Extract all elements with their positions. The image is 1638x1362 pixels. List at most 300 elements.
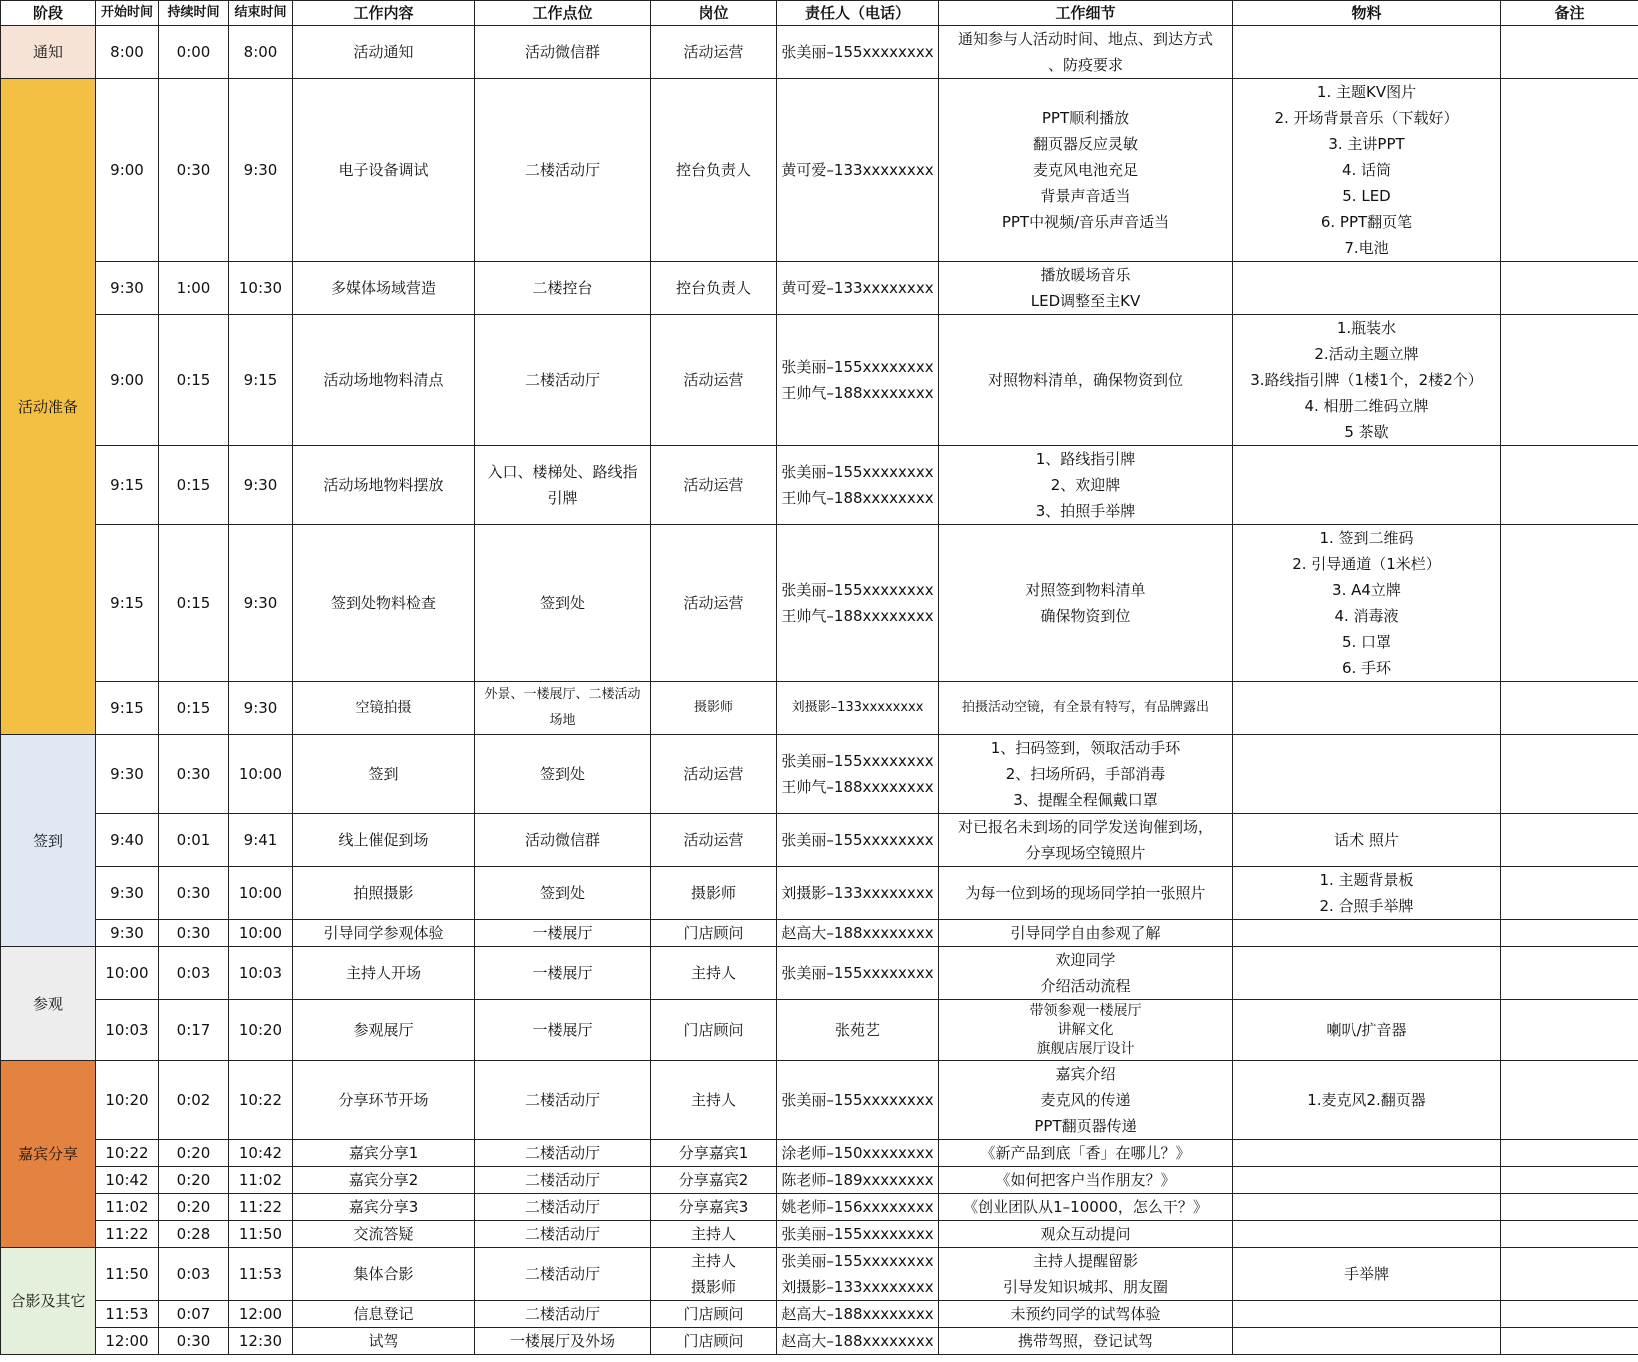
role-cell xyxy=(651,1248,777,1301)
location-cell xyxy=(475,525,651,682)
person-cell xyxy=(777,920,939,947)
material-cell xyxy=(1233,1328,1501,1355)
duration-cell: 0:15 xyxy=(159,682,229,735)
detail-cell-line: 麦克风的传递 xyxy=(1040,1091,1131,1109)
stage-cell: 活动准备 xyxy=(1,79,96,735)
detail-cell-line: 未预约同学的试驾体验 xyxy=(1010,1305,1161,1323)
note-cell xyxy=(1501,262,1638,315)
role-cell-line: 分享嘉宾3 xyxy=(678,1198,749,1216)
material-cell-line: 4. 相册二维码立牌 xyxy=(1304,397,1429,415)
detail-cell-line: 带领参观一楼展厅 xyxy=(1029,1002,1142,1019)
duration-cell: 1:00 xyxy=(159,262,229,315)
end-time-cell: 8:00 xyxy=(229,26,293,79)
detail-cell-line: 携带驾照，登记试驾 xyxy=(1017,1332,1153,1350)
material-cell xyxy=(1233,262,1501,315)
location-cell-line: 场地 xyxy=(549,713,576,728)
role-cell-line: 活动运营 xyxy=(683,594,744,612)
duration-cell: 0:15 xyxy=(159,446,229,525)
duration-cell: 0:07 xyxy=(159,1301,229,1328)
person-cell-line: 刘摄影–133xxxxxxxx xyxy=(791,700,924,715)
detail-cell-line: 、防疫要求 xyxy=(1047,56,1123,74)
material-cell xyxy=(1233,1248,1501,1301)
detail-cell-line: 播放暖场音乐 xyxy=(1040,266,1131,284)
header-note: 备注 xyxy=(1501,1,1638,26)
role-cell xyxy=(651,1301,777,1328)
note-cell xyxy=(1501,867,1638,920)
location-cell xyxy=(475,446,651,525)
end-time-cell: 11:50 xyxy=(229,1221,293,1248)
table-row xyxy=(1,1194,1638,1221)
detail-cell-line: 讲解文化 xyxy=(1057,1021,1114,1038)
table-row xyxy=(1,1140,1638,1167)
detail-cell-line: 翻页器反应灵敏 xyxy=(1032,135,1138,153)
person-cell-line: 陈老师–189xxxxxxxx xyxy=(781,1171,934,1189)
detail-cell xyxy=(939,1000,1233,1061)
table-row xyxy=(1,1301,1638,1328)
role-cell xyxy=(651,1140,777,1167)
table-row xyxy=(1,1221,1638,1248)
role-cell xyxy=(651,79,777,262)
location-cell-line: 二楼活动厅 xyxy=(524,371,600,389)
duration-cell: 0:17 xyxy=(159,1000,229,1061)
location-cell-line: 签到处 xyxy=(539,884,585,902)
material-cell-line: 5. LED xyxy=(1342,187,1391,205)
note-cell xyxy=(1501,525,1638,682)
task-cell: 签到处物料检查 xyxy=(293,525,475,682)
table-row xyxy=(1,525,1638,682)
person-cell xyxy=(777,682,939,735)
person-cell-line: 张美丽–155xxxxxxxx xyxy=(781,1252,934,1270)
material-cell-line: 3. 主讲PPT xyxy=(1328,135,1405,153)
role-cell xyxy=(651,262,777,315)
material-cell xyxy=(1233,920,1501,947)
note-cell xyxy=(1501,315,1638,446)
material-cell-line: 5 茶歇 xyxy=(1344,423,1389,441)
task-cell: 引导同学参观体验 xyxy=(293,920,475,947)
person-cell-line: 涂老师–150xxxxxxxx xyxy=(781,1144,934,1162)
task-cell: 嘉宾分享3 xyxy=(293,1194,475,1221)
role-cell xyxy=(651,814,777,867)
duration-cell: 0:30 xyxy=(159,867,229,920)
duration-cell: 0:30 xyxy=(159,735,229,814)
table-row xyxy=(1,920,1638,947)
role-cell-line: 活动运营 xyxy=(683,831,744,849)
table-row xyxy=(1,315,1638,446)
material-cell xyxy=(1233,1194,1501,1221)
start-time-cell: 9:30 xyxy=(96,867,159,920)
role-cell xyxy=(651,525,777,682)
material-cell xyxy=(1233,814,1501,867)
detail-cell xyxy=(939,682,1233,735)
role-cell xyxy=(651,1221,777,1248)
duration-cell: 0:20 xyxy=(159,1194,229,1221)
detail-cell-line: 麦克风电池充足 xyxy=(1032,161,1138,179)
person-cell-line: 张美丽–155xxxxxxxx xyxy=(781,43,934,61)
role-cell-line: 主持人 xyxy=(690,964,736,982)
role-cell xyxy=(651,920,777,947)
start-time-cell: 9:30 xyxy=(96,262,159,315)
location-cell xyxy=(475,1221,651,1248)
detail-cell-line: 引导同学自由参观了解 xyxy=(1010,924,1161,942)
person-cell-line: 赵高大–188xxxxxxxx xyxy=(781,1305,934,1323)
person-cell-line: 王帅气–188xxxxxxxx xyxy=(781,489,934,507)
role-cell-line: 主持人 xyxy=(690,1252,736,1270)
material-cell xyxy=(1233,947,1501,1000)
note-cell xyxy=(1501,79,1638,262)
duration-cell: 0:30 xyxy=(159,1328,229,1355)
header-task: 工作内容 xyxy=(293,1,475,26)
detail-cell xyxy=(939,1301,1233,1328)
header-row xyxy=(1,1,1638,26)
material-cell-line: 1. 主题KV图片 xyxy=(1316,83,1417,101)
material-cell xyxy=(1233,1140,1501,1167)
role-cell xyxy=(651,947,777,1000)
role-cell-line: 门店顾问 xyxy=(683,1332,744,1350)
person-cell-line: 王帅气–188xxxxxxxx xyxy=(781,384,934,402)
duration-cell: 0:02 xyxy=(159,1061,229,1140)
detail-cell-line: 1、路线指引牌 xyxy=(1035,450,1136,468)
end-time-cell: 10:00 xyxy=(229,867,293,920)
person-cell xyxy=(777,1328,939,1355)
detail-cell-line: 2、扫场所码，手部消毒 xyxy=(1005,765,1166,783)
detail-cell-line: 引导发知识城邦、朋友圈 xyxy=(1002,1278,1168,1296)
task-cell: 活动场地物料清点 xyxy=(293,315,475,446)
person-cell xyxy=(777,79,939,262)
note-cell xyxy=(1501,947,1638,1000)
person-cell xyxy=(777,1221,939,1248)
material-cell xyxy=(1233,867,1501,920)
detail-cell-line: 对照签到物料清单 xyxy=(1025,581,1146,599)
task-cell: 嘉宾分享1 xyxy=(293,1140,475,1167)
material-cell-line: 1. 主题背景板 xyxy=(1319,871,1414,889)
schedule-body xyxy=(1,26,1638,1355)
person-cell-line: 王帅气–188xxxxxxxx xyxy=(781,607,934,625)
location-cell xyxy=(475,1000,651,1061)
person-cell xyxy=(777,867,939,920)
note-cell xyxy=(1501,920,1638,947)
stage-cell: 通知 xyxy=(1,26,96,79)
detail-cell xyxy=(939,26,1233,79)
duration-cell: 0:01 xyxy=(159,814,229,867)
person-cell-line: 刘摄影–133xxxxxxxx xyxy=(781,884,934,902)
detail-cell-line: 对照物料清单，确保物资到位 xyxy=(987,371,1183,389)
location-cell xyxy=(475,682,651,735)
detail-cell-line: PPT翻页器传递 xyxy=(1034,1117,1137,1135)
detail-cell-line: 2、欢迎牌 xyxy=(1050,476,1121,494)
duration-cell: 0:30 xyxy=(159,79,229,262)
start-time-cell: 10:42 xyxy=(96,1167,159,1194)
start-time-cell: 12:00 xyxy=(96,1328,159,1355)
task-cell: 空镜拍摄 xyxy=(293,682,475,735)
duration-cell: 0:03 xyxy=(159,947,229,1000)
location-cell-line: 二楼活动厅 xyxy=(524,1305,600,1323)
end-time-cell: 10:03 xyxy=(229,947,293,1000)
material-cell-line: 喇叭/扩音器 xyxy=(1326,1021,1407,1039)
header-detail: 工作细节 xyxy=(939,1,1233,26)
detail-cell xyxy=(939,735,1233,814)
detail-cell xyxy=(939,79,1233,262)
start-time-cell: 8:00 xyxy=(96,26,159,79)
note-cell xyxy=(1501,1328,1638,1355)
table-row xyxy=(1,814,1638,867)
detail-cell-line: 3、拍照手举牌 xyxy=(1035,502,1136,520)
task-cell: 嘉宾分享2 xyxy=(293,1167,475,1194)
detail-cell-line: PPT中视频/音乐声音适当 xyxy=(1001,213,1170,231)
material-cell xyxy=(1233,446,1501,525)
task-cell: 签到 xyxy=(293,735,475,814)
start-time-cell: 10:22 xyxy=(96,1140,159,1167)
location-cell-line: 一楼展厅 xyxy=(532,964,593,982)
person-cell-line: 张美丽–155xxxxxxxx xyxy=(781,581,934,599)
table-row xyxy=(1,1000,1638,1061)
detail-cell xyxy=(939,1248,1233,1301)
detail-cell xyxy=(939,315,1233,446)
end-time-cell: 12:30 xyxy=(229,1328,293,1355)
role-cell xyxy=(651,682,777,735)
role-cell xyxy=(651,26,777,79)
location-cell xyxy=(475,947,651,1000)
detail-cell-line: PPT顺利播放 xyxy=(1041,109,1130,127)
person-cell xyxy=(777,26,939,79)
location-cell xyxy=(475,814,651,867)
end-time-cell: 9:30 xyxy=(229,525,293,682)
detail-cell-line: 拍摄活动空镜，有全景有特写，有品牌露出 xyxy=(961,700,1209,715)
table-row xyxy=(1,735,1638,814)
person-cell xyxy=(777,1140,939,1167)
person-cell xyxy=(777,1061,939,1140)
location-cell-line: 签到处 xyxy=(539,594,585,612)
material-cell-line: 2. 合照手举牌 xyxy=(1319,897,1414,915)
person-cell-line: 张美丽–155xxxxxxxx xyxy=(781,752,934,770)
location-cell xyxy=(475,1248,651,1301)
table-row xyxy=(1,1061,1638,1140)
location-cell xyxy=(475,1061,651,1140)
role-cell-line: 摄影师 xyxy=(690,1278,736,1296)
detail-cell-line: 《如何把客户当作朋友？》 xyxy=(995,1171,1176,1189)
end-time-cell: 9:30 xyxy=(229,79,293,262)
person-cell xyxy=(777,262,939,315)
note-cell xyxy=(1501,1194,1638,1221)
material-cell-line: 2. 引导通道（1米栏） xyxy=(1292,555,1441,573)
person-cell xyxy=(777,1167,939,1194)
start-time-cell: 11:50 xyxy=(96,1248,159,1301)
location-cell-line: 二楼活动厅 xyxy=(524,1198,600,1216)
detail-cell-line: 主持人提醒留影 xyxy=(1032,1252,1138,1270)
end-time-cell: 10:30 xyxy=(229,262,293,315)
person-cell xyxy=(777,315,939,446)
detail-cell-line: 为每一位到场的现场同学拍一张照片 xyxy=(965,884,1206,902)
location-cell xyxy=(475,26,651,79)
duration-cell: 0:15 xyxy=(159,315,229,446)
role-cell-line: 门店顾问 xyxy=(683,924,744,942)
duration-cell: 0:00 xyxy=(159,26,229,79)
location-cell-line: 一楼展厅 xyxy=(532,1021,593,1039)
person-cell-line: 张美丽–155xxxxxxxx xyxy=(781,463,934,481)
person-cell-line: 赵高大–188xxxxxxxx xyxy=(781,1332,934,1350)
start-time-cell: 9:30 xyxy=(96,920,159,947)
header-material: 物料 xyxy=(1233,1,1501,26)
location-cell-line: 外景、一楼展厅、二楼活动 xyxy=(484,687,641,702)
note-cell xyxy=(1501,1301,1638,1328)
stage-cell: 参观 xyxy=(1,947,96,1061)
location-cell-line: 签到处 xyxy=(539,765,585,783)
location-cell-line: 一楼展厅 xyxy=(532,924,593,942)
start-time-cell: 9:15 xyxy=(96,682,159,735)
note-cell xyxy=(1501,446,1638,525)
detail-cell xyxy=(939,867,1233,920)
detail-cell xyxy=(939,920,1233,947)
person-cell-line: 张美丽–155xxxxxxxx xyxy=(781,964,934,982)
start-time-cell: 9:30 xyxy=(96,735,159,814)
table-row xyxy=(1,79,1638,262)
detail-cell xyxy=(939,1167,1233,1194)
table-row xyxy=(1,1328,1638,1355)
detail-cell-line: 《创业团队从1–10000，怎么干？》 xyxy=(963,1198,1208,1216)
material-cell-line: 1.瓶装水 xyxy=(1336,319,1397,337)
detail-cell-line: 介绍活动流程 xyxy=(1040,977,1131,995)
start-time-cell: 10:20 xyxy=(96,1061,159,1140)
role-cell-line: 控台负责人 xyxy=(675,161,751,179)
material-cell-line: 4. 消毒液 xyxy=(1334,607,1399,625)
task-cell: 信息登记 xyxy=(293,1301,475,1328)
detail-cell-line: 旗舰店展厅设计 xyxy=(1036,1040,1135,1057)
location-cell-line: 活动微信群 xyxy=(524,43,600,61)
note-cell xyxy=(1501,26,1638,79)
start-time-cell: 10:03 xyxy=(96,1000,159,1061)
location-cell xyxy=(475,867,651,920)
task-cell: 电子设备调试 xyxy=(293,79,475,262)
role-cell xyxy=(651,1328,777,1355)
end-time-cell: 10:00 xyxy=(229,735,293,814)
header-duration: 持续时间 xyxy=(159,1,229,26)
end-time-cell: 9:30 xyxy=(229,446,293,525)
stage-cell: 合影及其它 xyxy=(1,1248,96,1355)
location-cell-line: 二楼控台 xyxy=(532,279,593,297)
start-time-cell: 11:02 xyxy=(96,1194,159,1221)
task-cell: 集体合影 xyxy=(293,1248,475,1301)
note-cell xyxy=(1501,814,1638,867)
location-cell xyxy=(475,79,651,262)
person-cell-line: 张美丽–155xxxxxxxx xyxy=(781,831,934,849)
table-row xyxy=(1,446,1638,525)
start-time-cell: 11:22 xyxy=(96,1221,159,1248)
role-cell xyxy=(651,1194,777,1221)
detail-cell-line: 背景声音适当 xyxy=(1040,187,1131,205)
detail-cell xyxy=(939,446,1233,525)
material-cell-line: 3. A4立牌 xyxy=(1332,581,1401,599)
material-cell xyxy=(1233,1167,1501,1194)
note-cell xyxy=(1501,1167,1638,1194)
detail-cell xyxy=(939,1140,1233,1167)
note-cell xyxy=(1501,1000,1638,1061)
location-cell-line: 入口、楼梯处、路线指 xyxy=(487,463,638,481)
person-cell-line: 黄可爱–133xxxxxxxx xyxy=(781,279,934,297)
detail-cell xyxy=(939,814,1233,867)
table-row xyxy=(1,1248,1638,1301)
material-cell-line: 3.路线指引牌（1楼1个，2楼2个） xyxy=(1250,371,1483,389)
role-cell-line: 控台负责人 xyxy=(675,279,751,297)
location-cell xyxy=(475,920,651,947)
role-cell-line: 分享嘉宾2 xyxy=(678,1171,749,1189)
note-cell xyxy=(1501,1140,1638,1167)
role-cell-line: 分享嘉宾1 xyxy=(678,1144,749,1162)
person-cell-line: 张美丽–155xxxxxxxx xyxy=(781,1225,934,1243)
table-row xyxy=(1,867,1638,920)
duration-cell: 0:15 xyxy=(159,525,229,682)
person-cell-line: 张美丽–155xxxxxxxx xyxy=(781,358,934,376)
location-cell-line: 一楼展厅及外场 xyxy=(509,1332,615,1350)
person-cell-line: 张苑艺 xyxy=(834,1021,880,1039)
material-cell-line: 4. 话筒 xyxy=(1341,161,1392,179)
person-cell xyxy=(777,1248,939,1301)
detail-cell-line: LED调整至主KV xyxy=(1030,292,1141,310)
role-cell-line: 活动运营 xyxy=(683,371,744,389)
detail-cell xyxy=(939,1221,1233,1248)
role-cell-line: 主持人 xyxy=(690,1091,736,1109)
task-cell: 参观展厅 xyxy=(293,1000,475,1061)
stage-cell: 嘉宾分享 xyxy=(1,1061,96,1248)
material-cell xyxy=(1233,525,1501,682)
role-cell-line: 门店顾问 xyxy=(683,1021,744,1039)
table-row xyxy=(1,26,1638,79)
note-cell xyxy=(1501,682,1638,735)
material-cell xyxy=(1233,79,1501,262)
end-time-cell: 10:42 xyxy=(229,1140,293,1167)
person-cell-line: 王帅气–188xxxxxxxx xyxy=(781,778,934,796)
task-cell: 拍照摄影 xyxy=(293,867,475,920)
location-cell xyxy=(475,262,651,315)
detail-cell xyxy=(939,1328,1233,1355)
detail-cell-line: 1、扫码签到，领取活动手环 xyxy=(990,739,1181,757)
header-end: 结束时间 xyxy=(229,1,293,26)
task-cell: 线上催促到场 xyxy=(293,814,475,867)
person-cell xyxy=(777,1301,939,1328)
location-cell xyxy=(475,1167,651,1194)
location-cell xyxy=(475,1328,651,1355)
detail-cell-line: 观众互动提问 xyxy=(1040,1225,1131,1243)
person-cell-line: 赵高大–188xxxxxxxx xyxy=(781,924,934,942)
role-cell xyxy=(651,867,777,920)
table-row xyxy=(1,1167,1638,1194)
person-cell xyxy=(777,814,939,867)
duration-cell: 0:03 xyxy=(159,1248,229,1301)
end-time-cell: 10:22 xyxy=(229,1061,293,1140)
header-role: 岗位 xyxy=(651,1,777,26)
material-cell xyxy=(1233,1221,1501,1248)
person-cell-line: 姚老师–156xxxxxxxx xyxy=(781,1198,934,1216)
detail-cell xyxy=(939,1061,1233,1140)
material-cell-line: 2.活动主题立牌 xyxy=(1314,345,1419,363)
material-cell xyxy=(1233,26,1501,79)
material-cell-line: 1. 签到二维码 xyxy=(1319,529,1414,547)
task-cell: 活动通知 xyxy=(293,26,475,79)
role-cell-line: 活动运营 xyxy=(683,765,744,783)
material-cell-line: 话术 照片 xyxy=(1334,831,1399,849)
person-cell xyxy=(777,525,939,682)
location-cell-line: 二楼活动厅 xyxy=(524,1144,600,1162)
end-time-cell: 11:22 xyxy=(229,1194,293,1221)
location-cell xyxy=(475,315,651,446)
detail-cell-line: 3、提醒全程佩戴口罩 xyxy=(1013,791,1158,809)
start-time-cell: 9:15 xyxy=(96,446,159,525)
header-location: 工作点位 xyxy=(475,1,651,26)
role-cell xyxy=(651,1000,777,1061)
person-cell xyxy=(777,446,939,525)
start-time-cell: 9:15 xyxy=(96,525,159,682)
detail-cell xyxy=(939,1194,1233,1221)
location-cell-line: 活动微信群 xyxy=(524,831,600,849)
header-start: 开始时间 xyxy=(96,1,159,26)
